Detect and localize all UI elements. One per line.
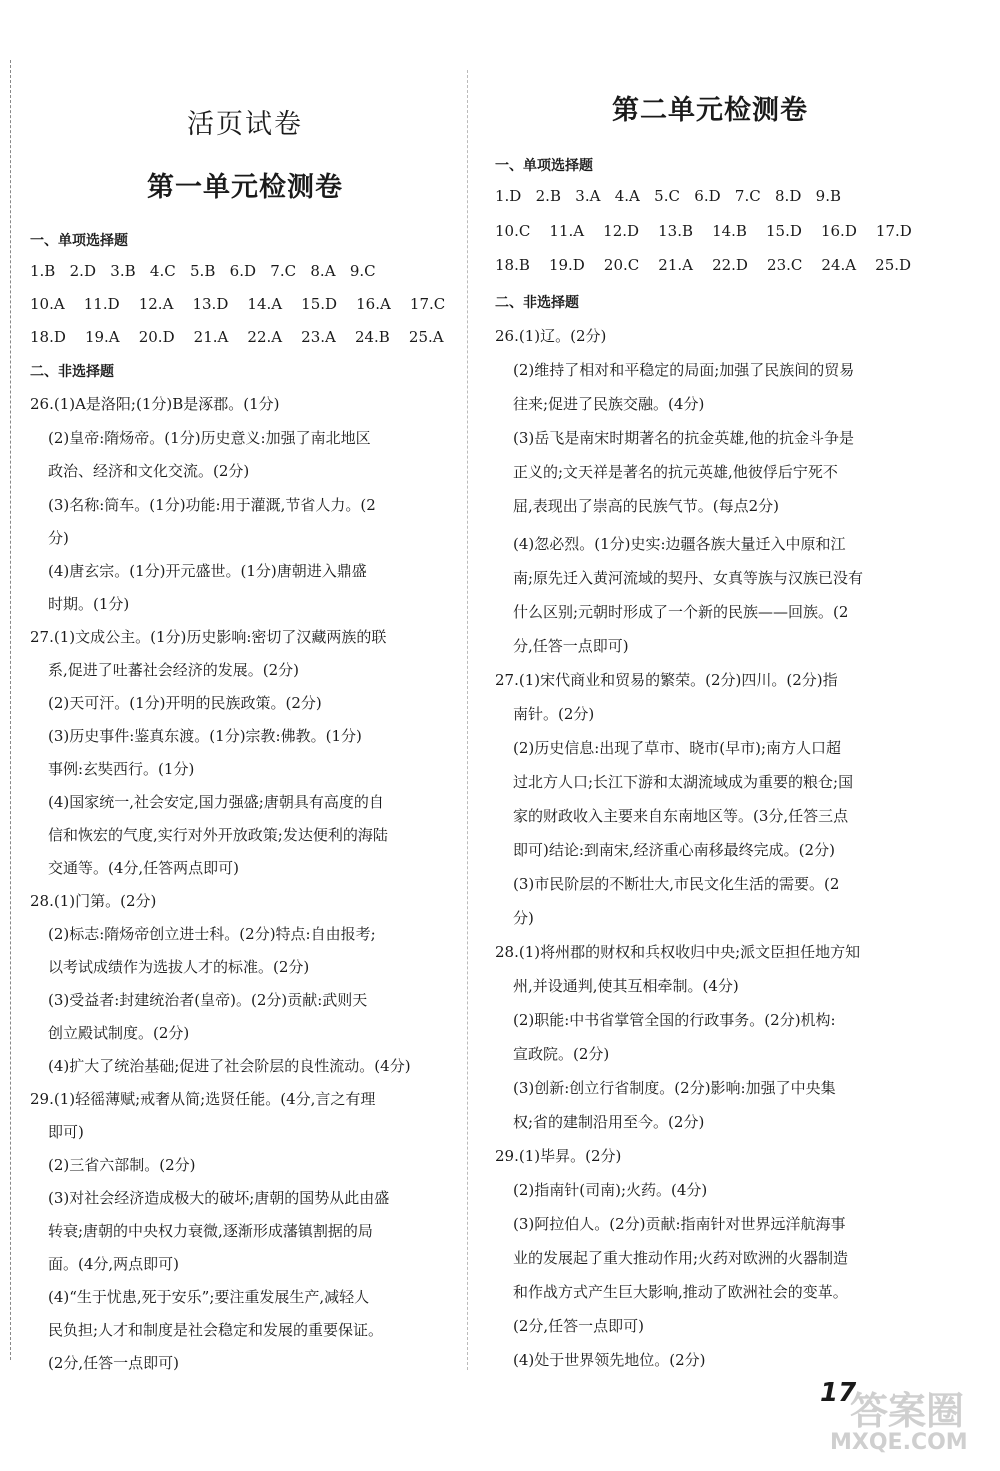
answer-line: (2)标志:隋炀帝创立进士科。(2分)特点:自由报考; — [48, 925, 376, 943]
answer-line: (3)阿拉伯人。(2分)贡献:指南针对世界远洋航海事 — [513, 1215, 846, 1233]
answer-line: (2)历史信息:出现了草市、晓市(早市);南方人口超 — [513, 739, 842, 757]
answer-line: 业的发展起了重大推动作用;火药对欧洲的火器制造 — [513, 1249, 849, 1267]
answer-line: (2分,任答一点即可) — [48, 1354, 180, 1372]
answer-line: (3)岳飞是南宋时期著名的抗金英雄,他的抗金斗争是 — [513, 429, 855, 447]
answer-row: 18.D 19.A 20.D 21.A 22.A 23.A 24.B 25.A — [30, 328, 444, 346]
answer-line: 过北方人口;长江下游和太湖流域成为重要的粮仓;国 — [513, 773, 854, 791]
answer-line: 以考试成绩作为选拔人才的标准。(2分) — [48, 958, 310, 976]
answer-line: 27.(1)宋代商业和贸易的繁荣。(2分)四川。(2分)指 — [495, 671, 838, 689]
section-heading-choice: 一、单项选择题 — [30, 233, 128, 249]
answer-line: 南;原先迁入黄河流域的契丹、女真等族与汉族已没有 — [513, 569, 864, 587]
watermark-url: MXQE.COM — [830, 1430, 968, 1455]
answer-line: 系,促进了吐蕃社会经济的发展。(2分) — [48, 661, 300, 679]
answer-line: (2)天可汗。(1分)开明的民族政策。(2分) — [48, 694, 322, 712]
center-column-dashed-line — [467, 70, 468, 1370]
answer-row: 18.B 19.D 20.C 21.A 22.D 23.C 24.A 25.D — [495, 256, 912, 274]
answer-line: 政治、经济和文化交流。(2分) — [48, 462, 250, 480]
answer-line: 面。(4分,两点即可) — [48, 1255, 180, 1273]
answer-line: (3)市民阶层的不断壮大,市民文化生活的需要。(2 — [513, 875, 840, 893]
answer-line: 屈,表现出了崇高的民族气节。(每点2分) — [513, 497, 780, 515]
answer-row: 1.D 2.B 3.A 4.A 5.C 6.D 7.C 8.D 9.B — [495, 187, 841, 205]
answer-line: (3)受益者:封建统治者(皇帝)。(2分)贡献:武则天 — [48, 991, 368, 1009]
answer-row: 1.B 2.D 3.B 4.C 5.B 6.D 7.C 8.A 9.C — [30, 262, 376, 280]
answer-line: 创立殿试制度。(2分) — [48, 1024, 190, 1042]
answer-line: (3)创新:创立行省制度。(2分)影响:加强了中央集 — [513, 1079, 836, 1097]
answer-line: (2)三省六部制。(2分) — [48, 1156, 196, 1174]
answer-line: 州,并设通判,使其互相牵制。(4分) — [513, 977, 739, 995]
answer-line: 家的财政收入主要来自东南地区等。(3分,任答三点 — [513, 807, 849, 825]
answer-line: 往来;促进了民族交融。(4分) — [513, 395, 705, 413]
answer-line: 分) — [513, 909, 534, 927]
answer-line: 分) — [48, 529, 69, 547]
answer-line: 南针。(2分) — [513, 705, 595, 723]
answer-line: 29.(1)毕昇。(2分) — [495, 1147, 622, 1165]
answer-line: (2)皇帝:隋炀帝。(1分)历史意义:加强了南北地区 — [48, 429, 371, 447]
answer-line: 时期。(1分) — [48, 595, 130, 613]
answer-line: (3)对社会经济造成极大的破坏;唐朝的国势从此由盛 — [48, 1189, 390, 1207]
answer-line: (4)国家统一,社会安定,国力强盛;唐朝具有高度的自 — [48, 793, 384, 811]
answer-line: 转衰;唐朝的中央权力衰微,逐渐形成藩镇割据的局 — [48, 1222, 373, 1240]
answer-line: 交通等。(4分,任答两点即可) — [48, 859, 240, 877]
answer-line: 权;省的建制沿用至今。(2分) — [513, 1113, 705, 1131]
answer-line: (2分,任答一点即可) — [513, 1317, 645, 1335]
answer-line: 宣政院。(2分) — [513, 1045, 610, 1063]
answer-line: 和作战方式产生巨大影响,推动了欧洲社会的变革。 — [513, 1283, 848, 1301]
answer-line: 正义的;文天祥是著名的抗元英雄,他彼俘后宁死不 — [513, 463, 838, 481]
answer-line: (4)“生于忧患,死于安乐”;要注重发展生产,减轻人 — [48, 1288, 370, 1306]
answer-line: (4)处于世界领先地位。(2分) — [513, 1351, 706, 1369]
answer-line: 民负担;人才和制度是社会稳定和发展的重要保证。 — [48, 1321, 384, 1339]
answer-line: 事例:玄奘西行。(1分) — [48, 760, 195, 778]
left-margin-dashed-line — [10, 60, 11, 1360]
answer-row: 10.A 11.D 12.A 13.D 14.A 15.D 16.A 17.C — [30, 295, 446, 313]
answer-line: 信和恢宏的气度,实行对外开放政策;发达便利的海陆 — [48, 826, 388, 844]
answer-line: (2)职能:中书省掌管全国的行政事务。(2分)机构: — [513, 1011, 836, 1029]
answer-line: 26.(1)辽。(2分) — [495, 327, 607, 345]
answer-line: (4)忽必烈。(1分)史实:边疆各族大量迁入中原和江 — [513, 535, 846, 553]
answer-line: 28.(1)门第。(2分) — [30, 892, 157, 910]
answer-line: 26.(1)A是洛阳;(1分)B是涿郡。(1分) — [30, 395, 280, 413]
answer-line: (2)维持了相对和平稳定的局面;加强了民族间的贸易 — [513, 361, 855, 379]
answer-row: 10.C 11.A 12.D 13.B 14.B 15.D 16.D 17.D — [495, 222, 912, 240]
answer-line: 29.(1)轻徭薄赋;戒奢从简;选贤任能。(4分,言之有理 — [30, 1090, 376, 1108]
answer-line: (3)历史事件:鉴真东渡。(1分)宗教:佛教。(1分) — [48, 727, 362, 745]
answer-line: 什么区别;元朝时形成了一个新的民族——回族。(2 — [513, 603, 849, 621]
watermark-logo-text: 答案圈 — [850, 1389, 965, 1433]
answer-line: 即可)结论:到南宋,经济重心南移最终完成。(2分) — [513, 841, 835, 859]
section-heading-choice: 一、单项选择题 — [495, 158, 593, 174]
page-title: 活页试卷 — [187, 109, 303, 140]
answer-line: (4)扩大了统治基础;促进了社会阶层的良性流动。(4分) — [48, 1057, 411, 1075]
section-heading-nonchoice: 二、非选择题 — [495, 295, 579, 311]
answer-line: (3)名称:筒车。(1分)功能:用于灌溉,节省人力。(2 — [48, 496, 376, 514]
section-heading-nonchoice: 二、非选择题 — [30, 364, 114, 380]
page-number: 17 — [820, 1378, 857, 1408]
unit-one-title: 第一单元检测卷 — [147, 172, 343, 203]
answer-line: (4)唐玄宗。(1分)开元盛世。(1分)唐朝进入鼎盛 — [48, 562, 367, 580]
unit-two-title: 第二单元检测卷 — [612, 95, 808, 126]
answer-line: (2)指南针(司南);火药。(4分) — [513, 1181, 708, 1199]
answer-line: 分,任答一点即可) — [513, 637, 629, 655]
watermark-logo — [830, 1380, 995, 1460]
answer-line: 27.(1)文成公主。(1分)历史影响:密切了汉藏两族的联 — [30, 628, 387, 646]
answer-line: 28.(1)将州郡的财权和兵权收归中央;派文臣担任地方知 — [495, 943, 861, 961]
answer-line: 即可) — [48, 1123, 84, 1141]
